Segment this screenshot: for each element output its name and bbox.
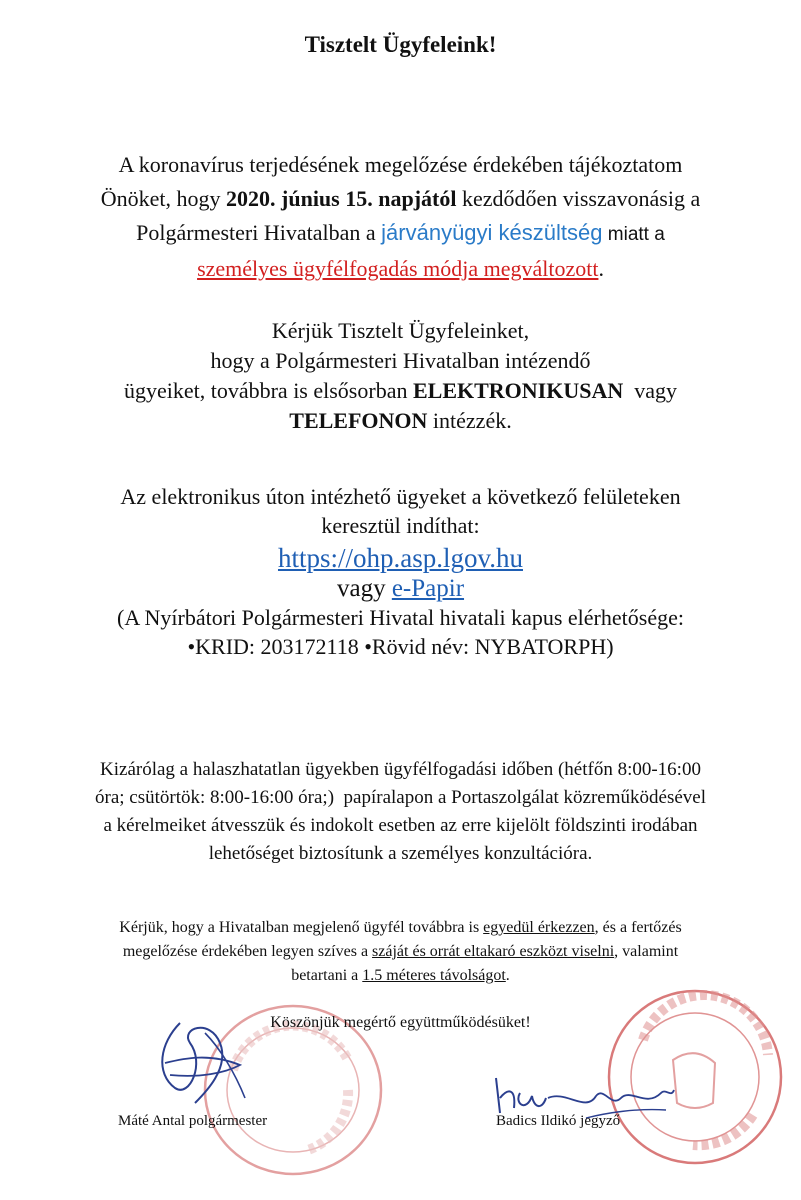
phone-emphasis: TELEFONON [289, 408, 428, 433]
text-line: lehetőséget biztosítunk a személyes konzultációra. [208, 843, 593, 864]
text-line [0, 182, 801, 216]
text-line [0, 376, 801, 406]
text-line: (A Nyírbátori Polgármesteri Hivatal hivatali kapus elérhetősége: [117, 605, 684, 630]
text-line: hogy a Polgármesteri Hivatalban intézendő [210, 348, 591, 373]
changed-reception-highlight: személyes ügyfélfogadás módja megváltozott [197, 256, 599, 281]
mask-highlight: száját és orrát eltakaró eszközt viselni [372, 943, 615, 960]
mayor-name: Máté Antal polgármester [118, 1113, 268, 1129]
text-span: intézzék. [427, 408, 512, 433]
text-span: miatt a [602, 224, 665, 245]
paragraph-electronic [0, 482, 801, 661]
distance-highlight: 1.5 méteres távolságot [362, 967, 506, 984]
text-line: Az elektronikus úton intézhető ügyeket a következő felületeken [120, 484, 681, 509]
text-line: A koronavírus terjedésének megelőzése érdekében tájékoztatom [118, 152, 683, 177]
text-line: keresztül indíthat: [321, 513, 480, 538]
text-line [0, 406, 801, 436]
text-line [0, 544, 801, 574]
text-line: •KRID: 203172118 •Rövid név: NYBATORPH) [187, 634, 614, 659]
text-line [0, 574, 801, 603]
ohp-link[interactable]: https://ohp.asp.lgov.hu [277, 543, 523, 573]
electronic-emphasis: ELEKTRONIKUSAN [412, 378, 624, 403]
text-line [0, 940, 801, 964]
text-span: megelőzése érdekében legyen szíves a [122, 943, 373, 960]
come-alone-highlight: egyedül érkezzen [483, 919, 595, 936]
text-span: , és a fertőzés [594, 919, 682, 936]
text-span: kezdődően visszavonásig a [456, 186, 701, 211]
date-emphasis: 2020. június 15. napjától [226, 186, 457, 211]
text-span: Polgármesteri Hivatalban a [136, 220, 382, 245]
text-span: vagy [623, 378, 678, 403]
epidemic-readiness-highlight: járványügyi készültség [381, 220, 603, 245]
text-line [0, 916, 801, 940]
text-line: Kizárólag a halaszhatatlan ügyekben ügyfélfogadási időben (hétfőn 8:00-16:00 [100, 759, 701, 780]
text-span: . [598, 256, 604, 281]
paragraph-exception [0, 756, 801, 868]
thanks-line: Köszönjük megértő együttműködésüket! [270, 1014, 531, 1031]
paragraph-rules [0, 916, 801, 988]
paragraph-request [0, 316, 801, 436]
text-line [0, 252, 801, 286]
text-line [0, 216, 801, 252]
text-span: vagy [336, 575, 392, 602]
text-line: a kérelmeiket átvesszük és indokolt esetben az erre kijelölt földszinti irodában [103, 815, 698, 836]
text-line: óra; csütörtök: 8:00-16:00 óra;) papíralapon a Portaszolgálat közreműködésével [95, 787, 706, 808]
text-span: , valamint [614, 943, 679, 960]
text-span: ügyeiket, továbbra is elsősorban [123, 378, 413, 403]
notice-title: Tisztelt Ügyfeleink! [304, 32, 497, 57]
text-span: Kérjük, hogy a Hivatalban megjelenő ügyfél továbbra is [119, 919, 484, 936]
epapir-link[interactable]: e-Papir [391, 575, 465, 602]
text-span: . [505, 967, 510, 984]
text-span: betartani a [291, 967, 363, 984]
text-span: Önöket, hogy [100, 186, 227, 211]
notary-name: Badics Ildikó jegyző [496, 1113, 621, 1129]
text-line: Kérjük Tisztelt Ügyfeleinket, [271, 318, 530, 343]
paragraph-notice [0, 148, 801, 286]
